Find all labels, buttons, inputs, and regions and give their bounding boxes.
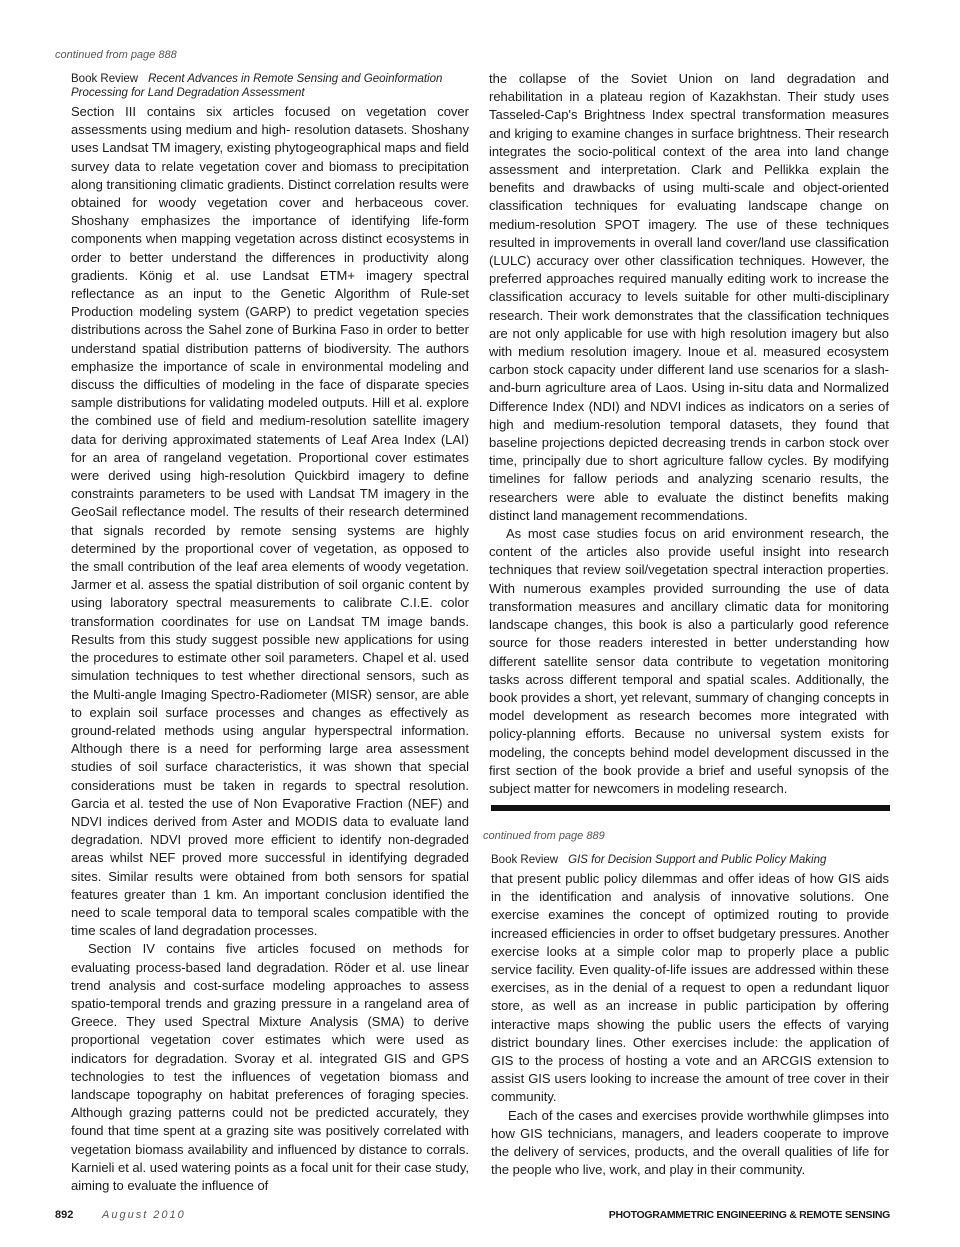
review-title-line-1: Recent Advances in Remote Sensing and Geoinformation <box>148 73 443 85</box>
section-divider <box>491 805 890 811</box>
paragraph: Each of the cases and exercises provide worthwhile glimpses into how GIS technicians, managers, and leaders cooperate to improve the delivery of services, products, and the overall qualities of life for the people who live, work, and play in their community. <box>491 1107 889 1178</box>
review-title: GIS for Decision Support and Public Policy Making <box>568 854 827 866</box>
paragraph: Section III contains six articles focused on vegetation cover assessments using medium and high- resolution datasets. Shoshany uses Landsat TM imagery, existing phytogeographical maps and field survey data to relate vegetation cover and biomass to precipitation along transitioning climatic gradients. Distinct correlation results were obtained for woody vegetation cover and herbaceous cover. Shoshany emphasizes the importance of identifying life-form components when mapping vegetation across distinct ecosystems in order to better understand the differences in productivity along gradients. König et al. use Landsat ETM+ imagery spectral reflectance as an input to the Genetic Algorithm of Rule-set Production modeling system (GARP) to predict vegetation species distributions across the Sahel zone of Burkina Faso in order to better understand spatial distribution patterns of biodiversity. The authors emphasize the importance of scale in environmental modeling and discuss the difficulties of modeling in the face of disparate species sample distributions for validating modeled outputs. Hill et al. explore the combined use of field and medium-resolution satellite imagery data for deriving approximated statements of Leaf Area Index (LAI) for an area of rangeland vegetation. Proportional cover estimates were derived using high-resolution Quickbird imagery to define constraints parameters to be used with Landsat TM imagery in the GeoSail reflectance model. The results of their research determined that signals recorded by remote sensing systems are highly determined by the proportional cover of vegetation, as opposed to the small contribution of the leaf area elements of woody vegetation. Jarmer et al. assess the spatial distribution of soil organic content by using laboratory spectral measurements to calibrate C.I.E. color transformation coordinates for use on Landsat TM image bands. Results from this study suggest possible new applications for using the procedures to estimate other soil parameters. Chapel et al. used simulation techniques to test whether directional sensors, such as the Multi-angle Imaging Spectro-Radiometer (MISR) sensor, are able to explain soil surface processes and changes as effectively as ground-related methods using angular hyperspectral information. Although there is a need for performing large area assessment studies of soil surface characteristics, it was shown that special considerations must be taken in regards to spectral resolution. Garcia et al. tested the use of Non Evaporative Fraction (NEF) and NDVI indices derived from Aster and MODIS data to evaluate land degradation. NDVI proved more efficient to identify non-degraded areas whilst NEF proved more successful in identifying degraded sites. Similar results were obtained from both sensors for spatial features greater than 1 km. An important conclusion identified the need to scale temporal data to temporal scales compatible with the time scales of land degradation processes. <box>71 104 469 939</box>
review-label: Book Review <box>71 73 139 85</box>
paragraph: the collapse of the Soviet Union on land degradation and rehabilitation in a plateau region of Kazakhstan. Their study uses Tasseled-Cap's Brightness Index spectral transformation measures and kriging to examine changes in surface brightness. Their research integrates the socio-political context of the area into land change assessment and interpretation. Clark and Pellikka explain the benefits and drawbacks of using multi-scale and object-oriented classification techniques for evaluating landscape change on medium-resolution SPOT imagery. The use of these techniques resulted in improvements in overall land cover/land use classification (LULC) accuracy over other classification techniques. However, the preferred approaches required manually editing work to increase the classification accuracy to levels suitable for other multi-disciplinary research. Their work demonstrates that the classification techniques are not only applicable for use with high resolution imagery but also with medium resolution imagery. Inoue et al. measured ecosystem carbon stock capacity under different land use scenarios for a slash-and-burn agriculture area of Laos. Using in-situ data and Normalized Difference Index (NDI) and NDVI indices as indicators on a series of high and medium-resolution temporal datasets, they found that baseline projections depicted decreasing trends in carbon stock over time, principally due to short agriculture fallow cycles. By modifying timelines for fallow periods and analyzing scenario results, the researchers were able to evaluate the distinct benefits making distinct land management recommendations. <box>489 71 889 523</box>
paragraph: As most case studies focus on arid environment research, the content of the articles also provide useful insight into research techniques that review soil/vegetation spectral interaction properties. With numerous examples provided surrounding the use of data transformation measures and ancillary climatic data for monitoring landscape changes, this book is also a particularly good reference source for those readers interested in better understanding how different satellite sensor data contribute to vegetation monitoring tasks across different temporal and spatial scales. Additionally, the book provides a short, yet relevant, summary of changing concepts in model development as research becomes more integrated with policy-planning efforts. Because no universal system exists for modeling, the concepts behind model development discussed in the first section of the book provide a brief and useful synopsis of the subject matter for newcomers in modeling research. <box>489 526 889 796</box>
page-number: 892 <box>55 1209 74 1221</box>
issue-date: August 2010 <box>102 1209 186 1221</box>
journal-name: PHOTOGRAMMETRIC ENGINEERING & REMOTE SENSING <box>608 1209 890 1221</box>
left-column <box>71 73 469 1195</box>
continued-from-label: continued from page 888 <box>55 49 177 61</box>
right-column-bottom <box>491 853 889 1179</box>
review-label: Book Review <box>491 854 559 866</box>
review-heading <box>71 72 469 100</box>
paragraph: that present public policy dilemmas and offer ideas of how GIS aids in the identification and analysis of innovative solutions. One exercise examines the concept of optimized routing to provide increased efficiencies in order to offset budgetary pressures. Another exercise looks at a simple color map to properly place a public service facility. Even quality-of-life issues are addressed within these exercises, as in the denial of a request to open a redundant liquor store, as well as an increase in public participation by offering interactive maps showing the public users the effects of varying district boundary lines. Other exercises include: the application of GIS to the process of hosting a vote and an ARCGIS extension to assist GIS users looking to increase the amount of tree cover in their community. <box>491 871 889 1105</box>
continued-from-label: continued from page 889 <box>483 830 605 842</box>
review-title-line-2: Processing for Land Degradation Assessment <box>71 87 305 99</box>
paragraph: Section IV contains five articles focused on methods for evaluating process-based land degradation. Röder et al. use linear trend analysis and cost-surface modeling approaches to assess spatio-temporal trends and grazing pressure in a rangeland area of Greece. They used Spectral Mixture Analysis (SMA) to derive proportional vegetation cover estimates which were used as indicators for degradation. Svoray et al. integrated GIS and GPS technologies to test the influences of vegetation biomass and landscape topography on habitat preferences of foraging species. Although grazing patterns could not be predicted accurately, they found that time spent at a grazing site was positively correlated with vegetation biomass availability and influenced by distance to corrals. Karnieli et al. used watering points as a focal unit for their case study, aiming to evaluate the influence of <box>71 941 469 1193</box>
right-column-top <box>489 70 889 798</box>
review-heading <box>491 853 889 867</box>
